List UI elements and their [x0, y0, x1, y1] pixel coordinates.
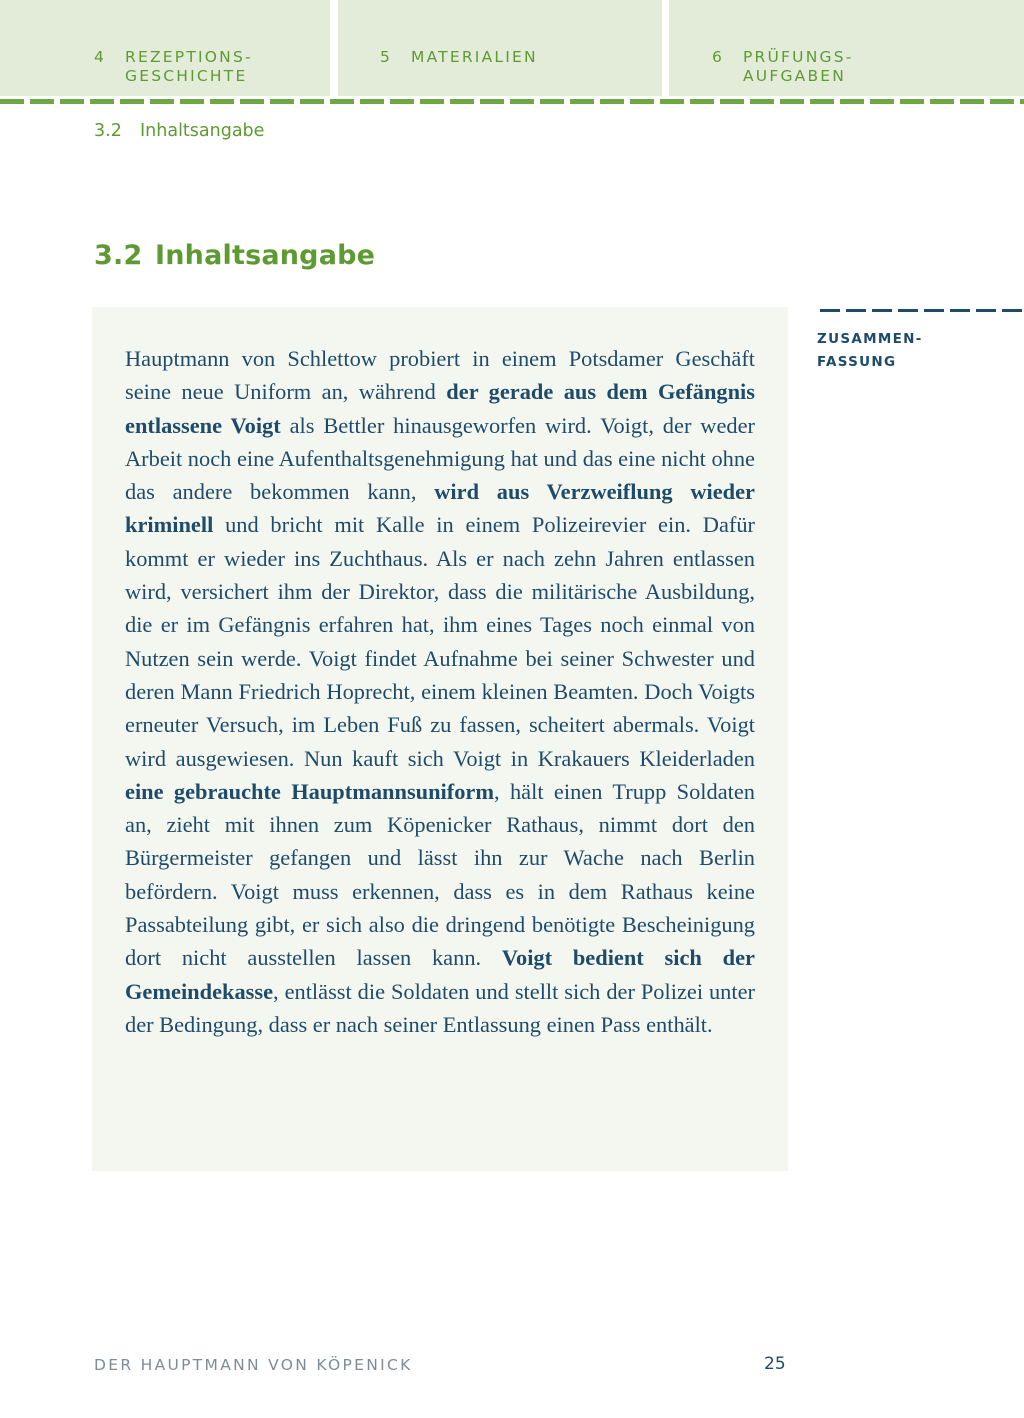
running-head-title: Inhaltsangabe	[140, 121, 265, 141]
margin-dashed-divider	[820, 309, 1024, 312]
summary-highlight: eine gebrauchte Hauptmannsuniform	[125, 778, 495, 804]
tab-rezeptionsgeschichte[interactable]	[0, 0, 330, 96]
section-heading: Inhaltsangabe	[155, 240, 376, 271]
summary-highlight: Voigt bedient sich der Gemeindekasse	[125, 945, 755, 1004]
margin-note-line: FASSUNG	[817, 354, 897, 370]
summary-highlight: wird aus Verzweiflung wieder kriminell	[125, 479, 755, 538]
tab-number: 5	[380, 48, 393, 66]
summary-paragraph	[125, 342, 755, 1041]
summary-highlight: der gerade aus dem Gefängnis entlassene Voigt	[125, 379, 755, 438]
tab-pruefungsaufgaben[interactable]	[669, 0, 1024, 96]
margin-note	[817, 328, 923, 374]
section-number: 3.2	[94, 240, 143, 271]
header-dashed-divider	[0, 99, 1024, 104]
tab-number: 4	[94, 48, 107, 66]
tab-label: PRÜFUNGS- AUFGABEN	[743, 48, 854, 85]
summary-text-segment: und bricht mit Kalle in einem Polizeirevier ein. Dafür kommt er wieder ins Zuchthaus. Als er nach zehn Jahren entlassen wird, versichert ihm der Direktor, dass die militärische Ausbildung, die er im Gefängnis erfahren hat, ihm eines Tages noch einmal von Nutzen sein werde. Voigt findet Aufnahme bei seiner Schwester und deren Mann Friedrich Hoprecht, einem kleinen Beamten. Doch Voigts erneuter Versuch, im Leben Fuß zu fassen, scheitert abermals. Voigt wird ausgewiesen. Nun kauft sich Voigt in Krakauers Kleiderladen	[125, 512, 755, 771]
margin-note-line: ZUSAMMEN-	[817, 331, 923, 347]
page-number: 25	[764, 1354, 786, 1374]
running-head-number: 3.2	[94, 121, 122, 141]
tab-materialien[interactable]	[338, 0, 662, 96]
summary-text-segment: , entlässt die Soldaten und stellt sich der Polizei unter der Bedingung, dass er nach seiner Entlassung einen Pass enthält.	[125, 978, 755, 1037]
tab-number: 6	[712, 48, 725, 66]
summary-text-segment: Hauptmann von Schlettow probiert in einem Potsdamer Geschäft seine neue Uniform an, während	[125, 346, 755, 405]
tab-label: REZEPTIONS- GESCHICHTE	[125, 48, 253, 85]
footer-book-title: DER HAUPTMANN VON KÖPENICK	[94, 1356, 413, 1374]
summary-text-segment: als Bettler hinausgeworfen wird. Voigt, der weder Arbeit noch eine Aufenthaltsgenehmigung hat und das eine nicht ohne das andere bekommen kann,	[125, 412, 755, 505]
chapter-navigation	[0, 0, 1024, 96]
tab-label: MATERIALIEN	[411, 48, 538, 66]
summary-text-segment: , hält einen Trupp Soldaten an, zieht mit ihnen zum Köpenicker Rathaus, nimmt dort den Bürgermeister gefangen und lässt ihn zur Wache nach Berlin befördern. Voigt muss erkennen, dass es in dem Rathaus keine Passabteilung gibt, er sich also die dringend benötigte Bescheinigung dort nicht ausstellen lassen kann.	[125, 778, 755, 971]
section-title	[94, 240, 375, 271]
running-head	[94, 121, 264, 141]
